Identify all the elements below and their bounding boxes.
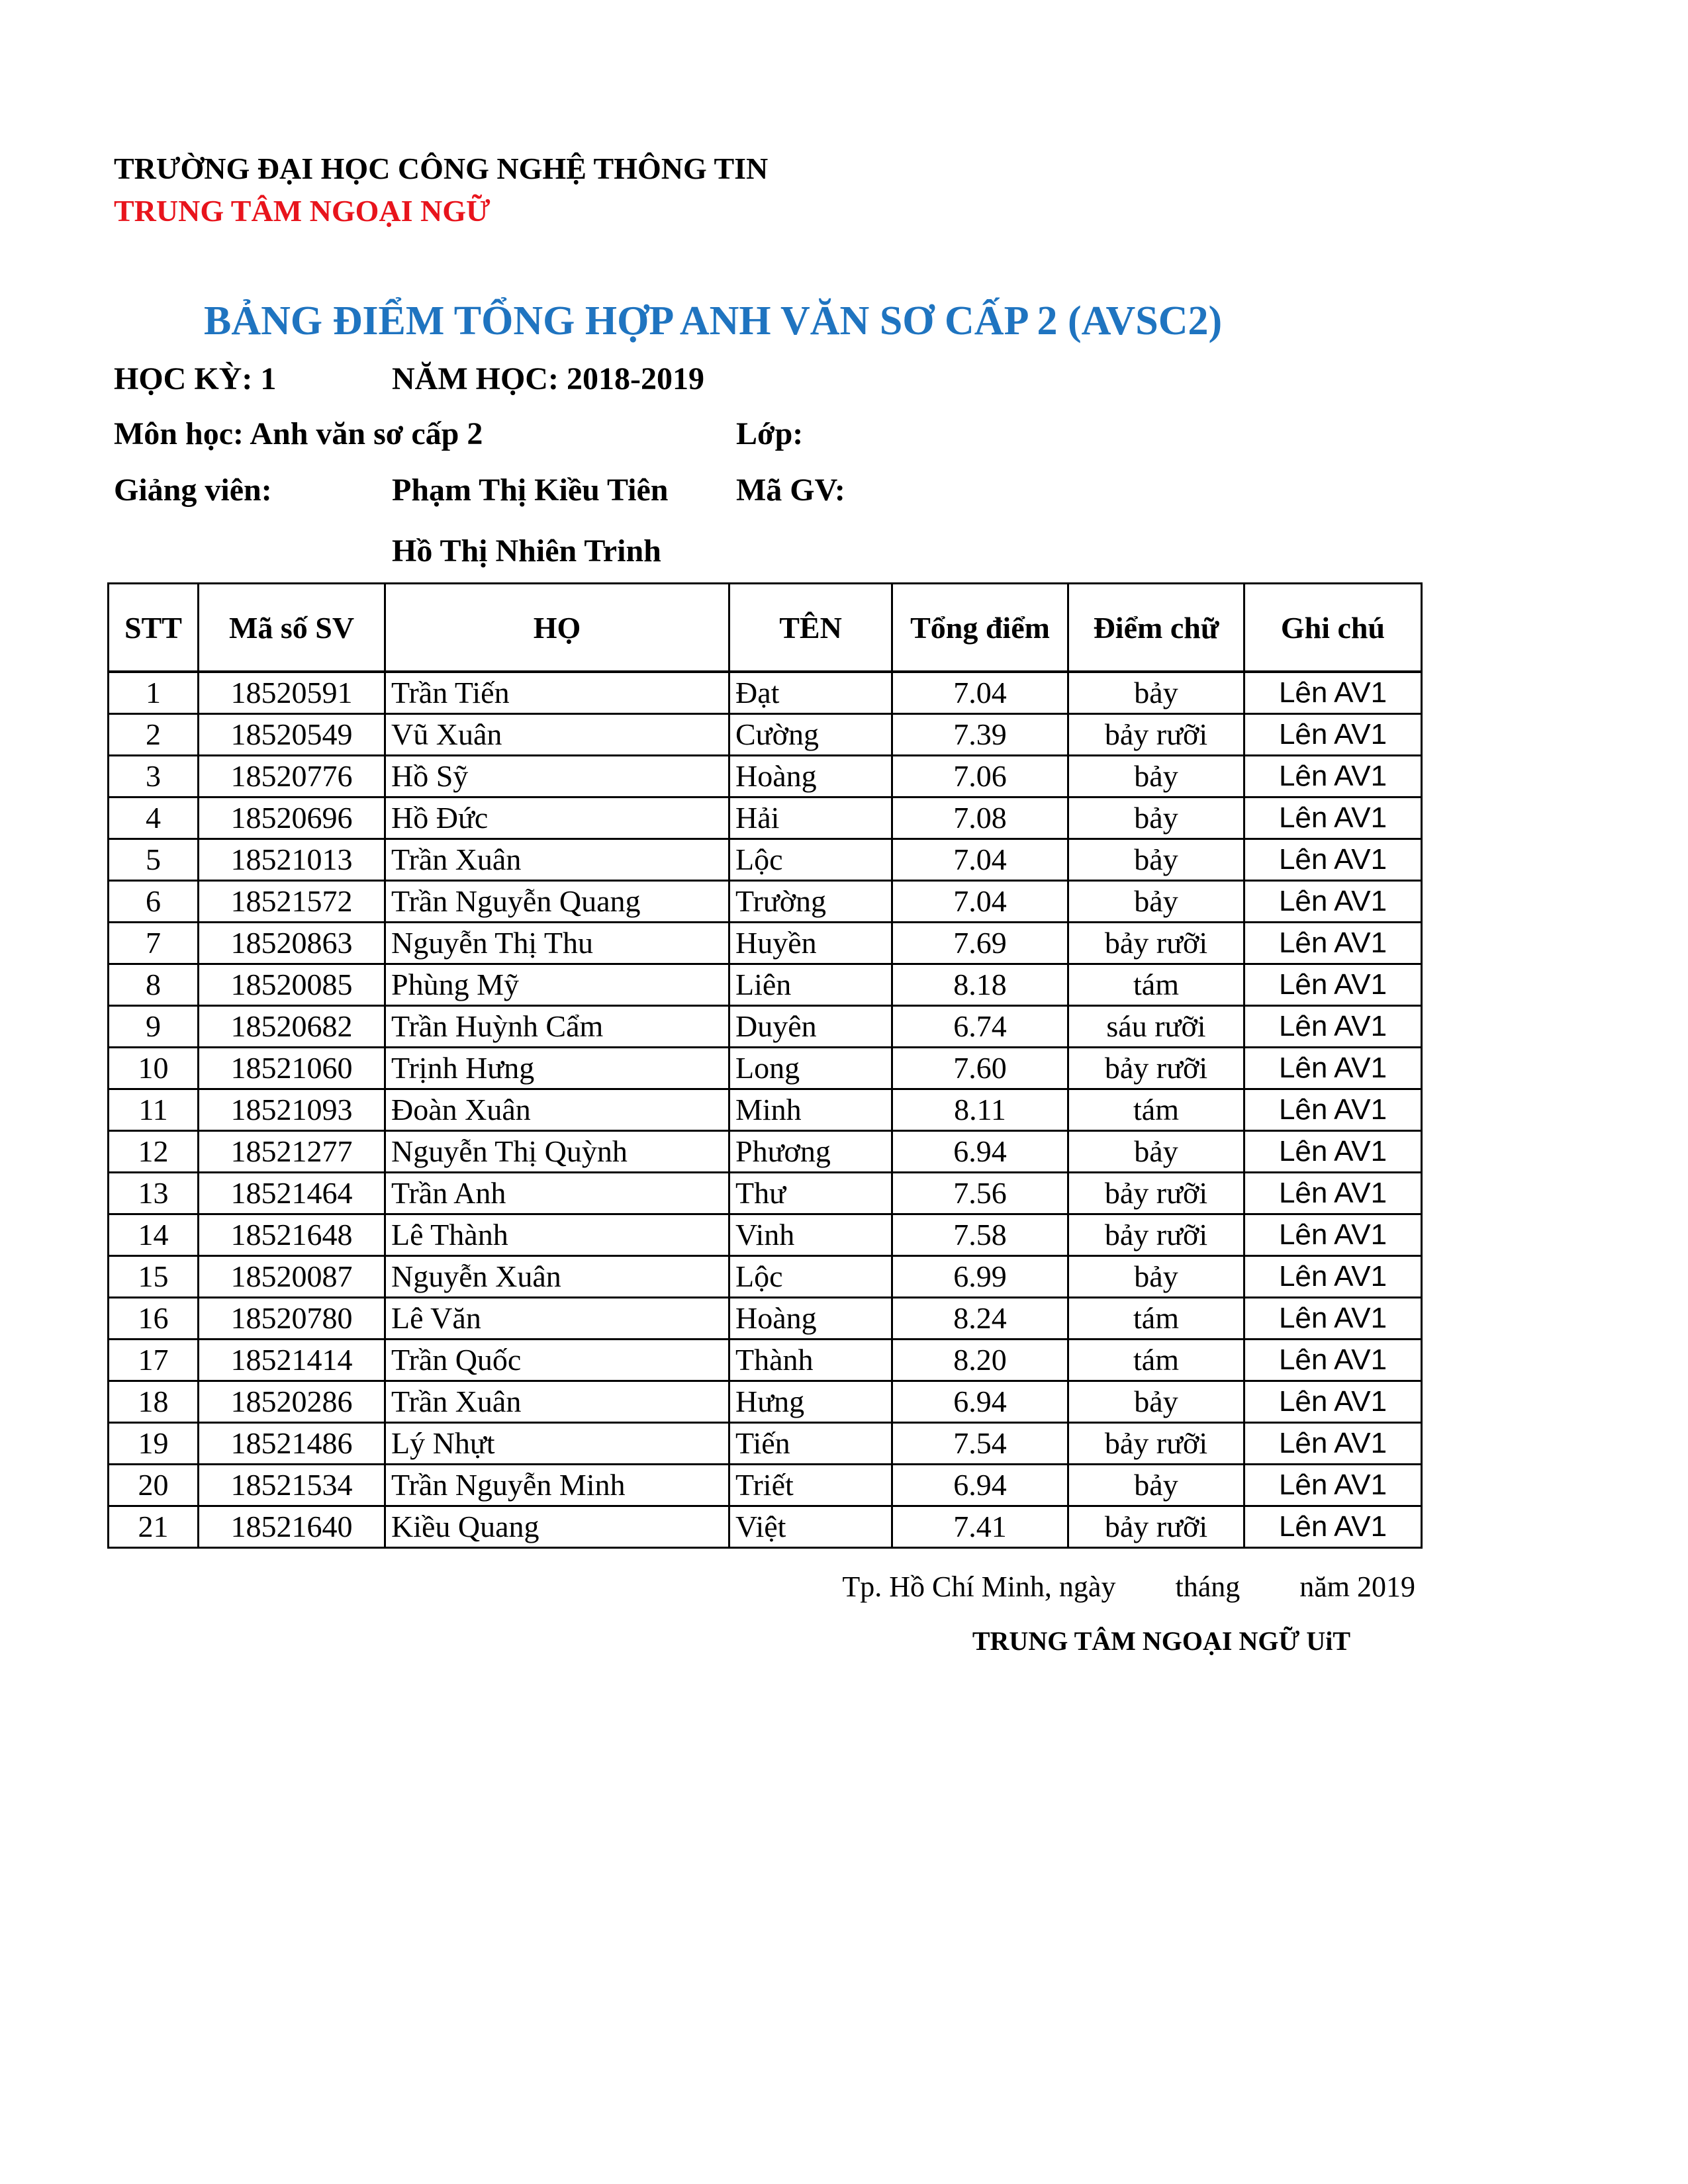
cell-total-score: 7.60 xyxy=(892,1048,1068,1089)
cell-student-id: 18521640 xyxy=(199,1506,385,1548)
cell-note: Lên AV1 xyxy=(1244,1256,1422,1298)
cell-first-name: Thư xyxy=(729,1173,892,1214)
place-date-month: tháng xyxy=(1175,1570,1241,1603)
cell-score-words: bảy xyxy=(1068,797,1244,839)
cell-note: Lên AV1 xyxy=(1244,1048,1422,1089)
cell-stt: 1 xyxy=(109,672,199,714)
cell-first-name: Phương xyxy=(729,1131,892,1173)
cell-note: Lên AV1 xyxy=(1244,1381,1422,1423)
cell-score-words: bảy xyxy=(1068,1256,1244,1298)
cell-student-id: 18520085 xyxy=(199,964,385,1006)
cell-student-id: 18520682 xyxy=(199,1006,385,1048)
cell-total-score: 6.99 xyxy=(892,1256,1068,1298)
cell-score-words: bảy rưỡi xyxy=(1068,1048,1244,1089)
cell-total-score: 7.69 xyxy=(892,923,1068,964)
cell-student-id: 18520780 xyxy=(199,1298,385,1340)
column-header-note: Ghi chú xyxy=(1244,584,1422,672)
cell-last-name: Nguyễn Thị Thu xyxy=(385,923,729,964)
cell-stt: 8 xyxy=(109,964,199,1006)
cell-note: Lên AV1 xyxy=(1244,1298,1422,1340)
cell-total-score: 8.18 xyxy=(892,964,1068,1006)
cell-total-score: 7.06 xyxy=(892,756,1068,797)
cell-student-id: 18520549 xyxy=(199,714,385,756)
cell-total-score: 7.56 xyxy=(892,1173,1068,1214)
cell-last-name: Nguyễn Xuân xyxy=(385,1256,729,1298)
table-row xyxy=(109,797,1422,839)
cell-score-words: bảy rưỡi xyxy=(1068,1506,1244,1548)
table-row xyxy=(109,964,1422,1006)
place-date-year: năm 2019 xyxy=(1299,1570,1415,1603)
cell-last-name: Lê Văn xyxy=(385,1298,729,1340)
cell-total-score: 8.11 xyxy=(892,1089,1068,1131)
cell-note: Lên AV1 xyxy=(1244,1465,1422,1506)
cell-note: Lên AV1 xyxy=(1244,1173,1422,1214)
cell-first-name: Lộc xyxy=(729,1256,892,1298)
grades-table-body xyxy=(109,672,1422,1548)
cell-student-id: 18521648 xyxy=(199,1214,385,1256)
cell-stt: 6 xyxy=(109,881,199,923)
cell-first-name: Vinh xyxy=(729,1214,892,1256)
cell-total-score: 7.08 xyxy=(892,797,1068,839)
table-row xyxy=(109,756,1422,797)
cell-score-words: bảy xyxy=(1068,1465,1244,1506)
cell-score-words: tám xyxy=(1068,1340,1244,1381)
cell-stt: 16 xyxy=(109,1298,199,1340)
cell-last-name: Trần Quốc xyxy=(385,1340,729,1381)
cell-note: Lên AV1 xyxy=(1244,1423,1422,1465)
grades-table xyxy=(107,582,1423,1549)
cell-note: Lên AV1 xyxy=(1244,1340,1422,1381)
cell-total-score: 7.04 xyxy=(892,839,1068,881)
cell-student-id: 18521414 xyxy=(199,1340,385,1381)
table-row xyxy=(109,714,1422,756)
cell-total-score: 7.54 xyxy=(892,1423,1068,1465)
cell-stt: 21 xyxy=(109,1506,199,1548)
cell-first-name: Hoàng xyxy=(729,1298,892,1340)
cell-total-score: 6.94 xyxy=(892,1381,1068,1423)
cell-student-id: 18520776 xyxy=(199,756,385,797)
cell-note: Lên AV1 xyxy=(1244,797,1422,839)
lecturer-name-2: Hồ Thị Nhiên Trinh xyxy=(392,533,661,569)
cell-total-score: 6.94 xyxy=(892,1465,1068,1506)
cell-stt: 15 xyxy=(109,1256,199,1298)
cell-last-name: Trần Xuân xyxy=(385,839,729,881)
cell-first-name: Trường xyxy=(729,881,892,923)
cell-stt: 3 xyxy=(109,756,199,797)
cell-stt: 20 xyxy=(109,1465,199,1506)
cell-student-id: 18521277 xyxy=(199,1131,385,1173)
cell-stt: 9 xyxy=(109,1006,199,1048)
cell-last-name: Trịnh Hưng xyxy=(385,1048,729,1089)
cell-first-name: Lộc xyxy=(729,839,892,881)
cell-student-id: 18520696 xyxy=(199,797,385,839)
cell-student-id: 18520087 xyxy=(199,1256,385,1298)
cell-score-words: tám xyxy=(1068,964,1244,1006)
cell-last-name: Trần Huỳnh Cẩm xyxy=(385,1006,729,1048)
cell-score-words: bảy xyxy=(1068,839,1244,881)
cell-student-id: 18521093 xyxy=(199,1089,385,1131)
cell-first-name: Cường xyxy=(729,714,892,756)
cell-total-score: 7.41 xyxy=(892,1506,1068,1548)
table-row xyxy=(109,672,1422,714)
table-row xyxy=(109,1131,1422,1173)
cell-first-name: Long xyxy=(729,1048,892,1089)
table-row xyxy=(109,1465,1422,1506)
cell-student-id: 18521464 xyxy=(199,1173,385,1214)
subject-label: Môn học: Anh văn sơ cấp 2 xyxy=(114,416,483,451)
cell-total-score: 8.24 xyxy=(892,1298,1068,1340)
place-date-line xyxy=(842,1570,1415,1604)
cell-score-words: bảy xyxy=(1068,1131,1244,1173)
cell-score-words: bảy xyxy=(1068,672,1244,714)
cell-last-name: Vũ Xuân xyxy=(385,714,729,756)
table-row xyxy=(109,1340,1422,1381)
cell-student-id: 18521572 xyxy=(199,881,385,923)
academic-year-label: NĂM HỌC: 2018-2019 xyxy=(392,361,704,396)
cell-first-name: Triết xyxy=(729,1465,892,1506)
table-row xyxy=(109,839,1422,881)
cell-student-id: 18520591 xyxy=(199,672,385,714)
table-row xyxy=(109,1506,1422,1548)
cell-first-name: Việt xyxy=(729,1506,892,1548)
cell-stt: 18 xyxy=(109,1381,199,1423)
cell-score-words: tám xyxy=(1068,1298,1244,1340)
cell-stt: 7 xyxy=(109,923,199,964)
cell-stt: 12 xyxy=(109,1131,199,1173)
table-row xyxy=(109,1006,1422,1048)
cell-last-name: Phùng Mỹ xyxy=(385,964,729,1006)
cell-first-name: Minh xyxy=(729,1089,892,1131)
cell-note: Lên AV1 xyxy=(1244,756,1422,797)
cell-student-id: 18521534 xyxy=(199,1465,385,1506)
table-row xyxy=(109,1423,1422,1465)
table-row xyxy=(109,1381,1422,1423)
signature-organization: TRUNG TÂM NGOẠI NGỮ UiT xyxy=(972,1626,1350,1656)
table-row xyxy=(109,1256,1422,1298)
cell-student-id: 18521060 xyxy=(199,1048,385,1089)
cell-note: Lên AV1 xyxy=(1244,1506,1422,1548)
cell-score-words: bảy rưỡi xyxy=(1068,1214,1244,1256)
cell-student-id: 18521486 xyxy=(199,1423,385,1465)
page-title: BẢNG ĐIỂM TỔNG HỢP ANH VĂN SƠ CẤP 2 (AVSC2) xyxy=(204,298,1223,343)
cell-score-words: tám xyxy=(1068,1089,1244,1131)
cell-last-name: Trần Nguyễn Quang xyxy=(385,881,729,923)
cell-score-words: sáu rưỡi xyxy=(1068,1006,1244,1048)
cell-stt: 13 xyxy=(109,1173,199,1214)
cell-note: Lên AV1 xyxy=(1244,672,1422,714)
cell-stt: 5 xyxy=(109,839,199,881)
cell-total-score: 7.39 xyxy=(892,714,1068,756)
table-row xyxy=(109,1089,1422,1131)
table-row xyxy=(109,1173,1422,1214)
cell-last-name: Nguyễn Thị Quỳnh xyxy=(385,1131,729,1173)
cell-last-name: Hồ Sỹ xyxy=(385,756,729,797)
school-name: TRƯỜNG ĐẠI HỌC CÔNG NGHỆ THÔNG TIN xyxy=(114,152,769,185)
table-row xyxy=(109,1298,1422,1340)
cell-last-name: Trần Nguyễn Minh xyxy=(385,1465,729,1506)
cell-first-name: Hưng xyxy=(729,1381,892,1423)
table-row xyxy=(109,923,1422,964)
cell-last-name: Trần Xuân xyxy=(385,1381,729,1423)
cell-score-words: bảy xyxy=(1068,756,1244,797)
column-header-student-id: Mã số SV xyxy=(199,584,385,672)
cell-last-name: Lê Thành xyxy=(385,1214,729,1256)
cell-note: Lên AV1 xyxy=(1244,714,1422,756)
cell-first-name: Huyền xyxy=(729,923,892,964)
cell-score-words: bảy xyxy=(1068,1381,1244,1423)
table-header-row xyxy=(109,584,1422,672)
place-date-city: Tp. Hồ Chí Minh, ngày xyxy=(842,1570,1116,1603)
cell-stt: 17 xyxy=(109,1340,199,1381)
column-header-stt: STT xyxy=(109,584,199,672)
cell-last-name: Trần Anh xyxy=(385,1173,729,1214)
cell-total-score: 7.04 xyxy=(892,672,1068,714)
cell-total-score: 6.94 xyxy=(892,1131,1068,1173)
cell-note: Lên AV1 xyxy=(1244,1131,1422,1173)
cell-first-name: Duyên xyxy=(729,1006,892,1048)
column-header-last-name: HỌ xyxy=(385,584,729,672)
column-header-first-name: TÊN xyxy=(729,584,892,672)
cell-first-name: Liên xyxy=(729,964,892,1006)
cell-first-name: Hải xyxy=(729,797,892,839)
cell-note: Lên AV1 xyxy=(1244,923,1422,964)
cell-note: Lên AV1 xyxy=(1244,1089,1422,1131)
table-row xyxy=(109,1214,1422,1256)
cell-last-name: Kiều Quang xyxy=(385,1506,729,1548)
semester-label: HỌC KỲ: 1 xyxy=(114,361,277,396)
cell-first-name: Đạt xyxy=(729,672,892,714)
cell-last-name: Hồ Đức xyxy=(385,797,729,839)
cell-last-name: Đoàn Xuân xyxy=(385,1089,729,1131)
column-header-score-words: Điểm chữ xyxy=(1068,584,1244,672)
cell-score-words: bảy rưỡi xyxy=(1068,1173,1244,1214)
cell-stt: 10 xyxy=(109,1048,199,1089)
column-header-total-score: Tổng điểm xyxy=(892,584,1068,672)
cell-total-score: 7.58 xyxy=(892,1214,1068,1256)
cell-total-score: 6.74 xyxy=(892,1006,1068,1048)
cell-first-name: Hoàng xyxy=(729,756,892,797)
cell-total-score: 7.04 xyxy=(892,881,1068,923)
cell-first-name: Tiến xyxy=(729,1423,892,1465)
cell-note: Lên AV1 xyxy=(1244,1214,1422,1256)
cell-stt: 4 xyxy=(109,797,199,839)
cell-note: Lên AV1 xyxy=(1244,881,1422,923)
cell-note: Lên AV1 xyxy=(1244,1006,1422,1048)
lecturer-name-1: Phạm Thị Kiều Tiên xyxy=(392,473,669,508)
cell-student-id: 18521013 xyxy=(199,839,385,881)
table-row xyxy=(109,881,1422,923)
cell-note: Lên AV1 xyxy=(1244,964,1422,1006)
cell-note: Lên AV1 xyxy=(1244,839,1422,881)
cell-score-words: bảy rưỡi xyxy=(1068,923,1244,964)
cell-score-words: bảy rưỡi xyxy=(1068,1423,1244,1465)
cell-student-id: 18520286 xyxy=(199,1381,385,1423)
cell-first-name: Thành xyxy=(729,1340,892,1381)
lecturer-code-label: Mã GV: xyxy=(736,473,845,508)
lecturer-label: Giảng viên: xyxy=(114,473,272,508)
cell-stt: 14 xyxy=(109,1214,199,1256)
cell-stt: 11 xyxy=(109,1089,199,1131)
cell-total-score: 8.20 xyxy=(892,1340,1068,1381)
cell-last-name: Trần Tiến xyxy=(385,672,729,714)
cell-stt: 19 xyxy=(109,1423,199,1465)
cell-score-words: bảy xyxy=(1068,881,1244,923)
cell-score-words: bảy rưỡi xyxy=(1068,714,1244,756)
class-label: Lớp: xyxy=(736,416,804,451)
cell-stt: 2 xyxy=(109,714,199,756)
cell-last-name: Lý Nhựt xyxy=(385,1423,729,1465)
cell-student-id: 18520863 xyxy=(199,923,385,964)
center-name: TRUNG TÂM NGOẠI NGỮ xyxy=(114,194,491,228)
table-row xyxy=(109,1048,1422,1089)
